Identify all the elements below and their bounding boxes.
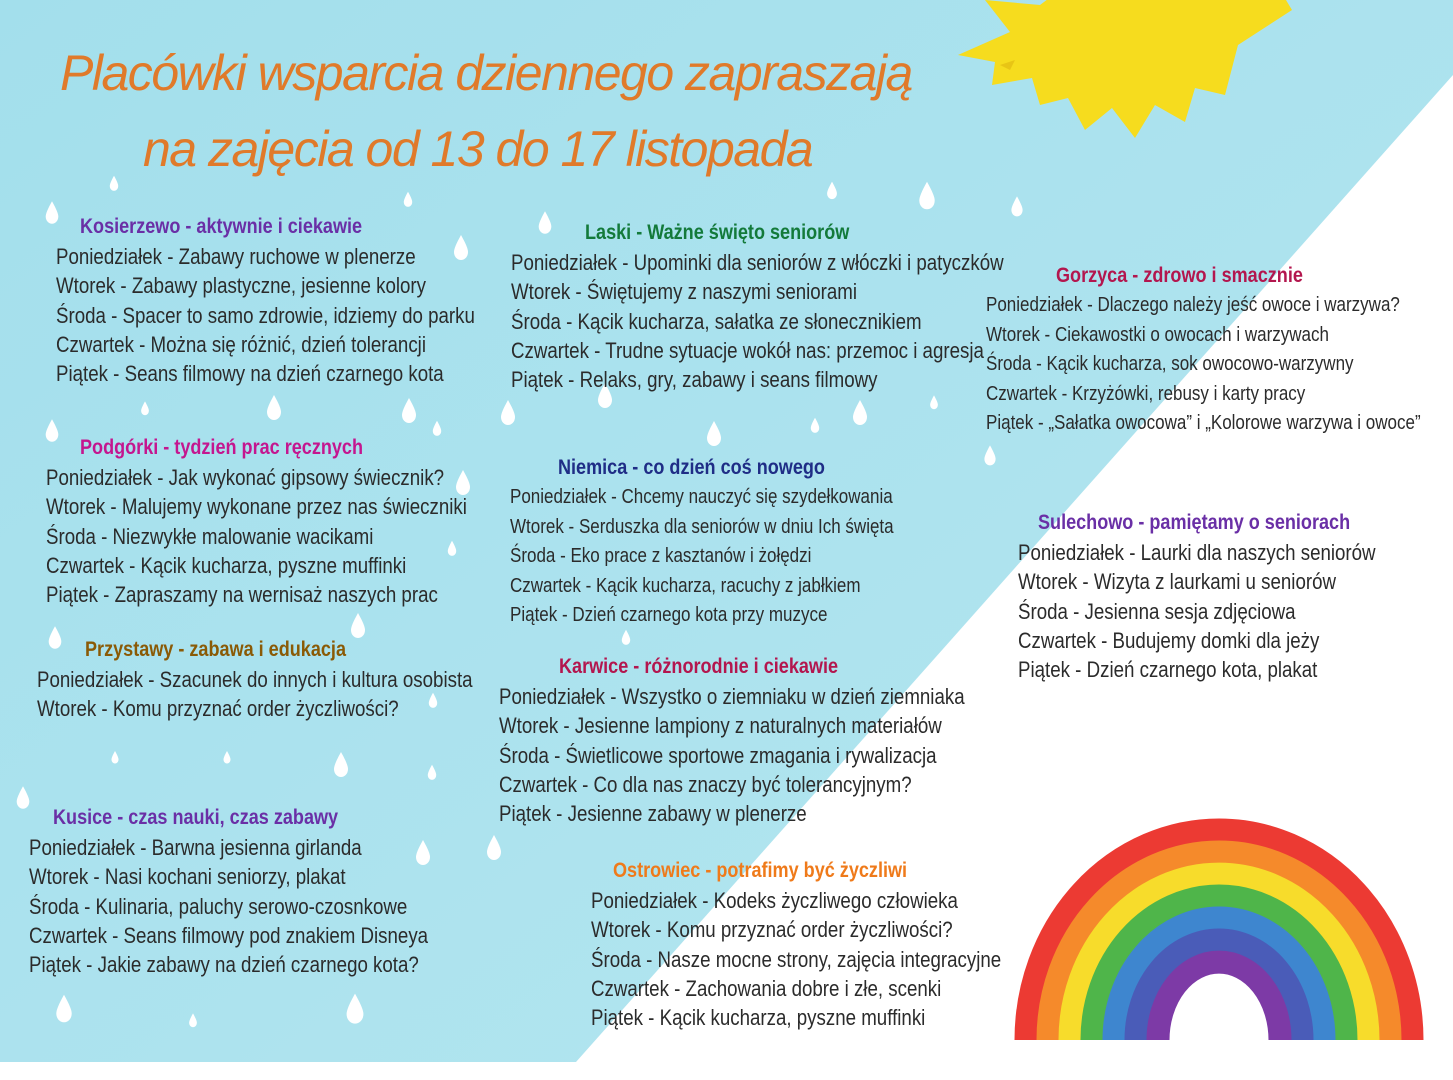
section-kosierzewo: [56, 215, 549, 388]
section-przystawy: [37, 638, 549, 724]
page-title-line1: Placówki wsparcia dziennego zapraszają: [60, 45, 912, 101]
list-item: Czwartek - Kącik kucharza, racuchy z jabłkiem: [510, 574, 861, 597]
list-item: Poniedziałek - Barwna jesienna girlanda: [29, 835, 362, 860]
section-heading: Ostrowiec - potrafimy być życzliwi: [613, 859, 908, 882]
section-heading: Karwice - różnorodnie i ciekawie: [559, 655, 839, 678]
list-item: Piątek - Jakie zabawy na dzień czarnego kota?: [29, 952, 419, 978]
list-item: Wtorek - Komu przyznać order życzliwości?: [591, 917, 953, 943]
list-item: Środa - Jesienna sesja zdjęciowa: [1018, 598, 1296, 624]
section-heading: Niemica - co dzień coś nowego: [558, 456, 825, 479]
list-item: Środa - Kulinaria, paluchy serowo-czosnkowe: [29, 893, 408, 919]
list-item: Poniedziałek - Wszystko o ziemniaku w dzień ziemniaka: [499, 684, 965, 709]
list-item: Piątek - Kącik kucharza, pyszne muffinki: [591, 1005, 926, 1031]
list-item: Wtorek - Świętujemy z naszymi seniorami: [511, 279, 858, 305]
section-niemica: [510, 456, 961, 631]
section-heading: Sulechowo - pamiętamy o seniorach: [1038, 511, 1351, 534]
list-item: Czwartek - Zachowania dobre i złe, scenki: [591, 975, 942, 1001]
list-item: Czwartek - Krzyżówki, rebusy i karty pracy: [986, 382, 1306, 405]
list-item: Czwartek - Co dla nas znaczy być tolerancyjnym?: [499, 771, 912, 797]
list-item: Środa - Niezwykłe malowanie wacikami: [46, 523, 374, 549]
list-item: Czwartek - Seans filmowy pod znakiem Disneya: [29, 922, 429, 948]
section-heading: Laski - Ważne święto seniorów: [585, 221, 850, 244]
list-item: Czwartek - Trudne sytuacje wokół nas: przemoc i agresja: [511, 337, 984, 363]
list-item: Wtorek - Wizyta z laurkami u seniorów: [1018, 569, 1336, 595]
list-item: Piątek - Dzień czarnego kota, plakat: [1018, 657, 1318, 683]
list-item: Poniedziałek - Zabawy ruchowe w plenerze: [56, 244, 416, 269]
section-sulechowo: [1018, 511, 1439, 684]
section-heading: Kusice - czas nauki, czas zabawy: [53, 806, 339, 829]
section-heading: Podgórki - tydzień prac ręcznych: [80, 436, 364, 459]
list-item: Wtorek - Zabawy plastyczne, jesienne kolory: [56, 273, 427, 299]
section-heading: Kosierzewo - aktywnie i ciekawie: [80, 215, 363, 238]
list-item: Piątek - Dzień czarnego kota przy muzyce: [510, 604, 828, 626]
section-kusice: [29, 806, 499, 979]
list-item: Środa - Spacer to samo zdrowie, idziemy do parku: [56, 302, 475, 328]
section-karwice: [499, 655, 1047, 828]
list-item: Czwartek - Budujemy domki dla jeży: [1018, 627, 1320, 653]
list-item: Piątek - „Sałatka owocowa” i „Kolorowe warzywa i owoce”: [986, 412, 1421, 434]
list-item: Wtorek - Serduszka dla seniorów w dniu Ich święta: [510, 515, 894, 538]
page-title-line2: na zajęcia od 13 do 17 listopada: [143, 121, 813, 177]
section-ostrowiec: [591, 859, 1074, 1032]
list-item: Wtorek - Malujemy wykonane przez nas świeczniki: [46, 494, 467, 520]
list-item: Środa - Świetlicowe sportowe zmagania i rywalizacja: [499, 742, 937, 768]
section-podgorki: [46, 436, 541, 609]
list-item: Czwartek - Kącik kucharza, pyszne muffinki: [46, 552, 407, 578]
list-item: Poniedziałek - Upominki dla seniorów z włóczki i patyczków: [511, 250, 1004, 275]
list-item: Środa - Kącik kucharza, sałatka ze słonecznikiem: [511, 308, 922, 334]
rainbow-illustration: [1026, 830, 1412, 1040]
list-item: Poniedziałek - Szacunek do innych i kultura osobista: [37, 667, 473, 692]
list-item: Środa - Eko prace z kasztanów i żołędzi: [510, 545, 812, 567]
section-heading: Przystawy - zabawa i edukacja: [85, 638, 346, 661]
list-item: Wtorek - Jesienne lampiony z naturalnych materiałów: [499, 713, 942, 739]
list-item: Piątek - Relaks, gry, zabawy i seans filmowy: [511, 367, 878, 393]
list-item: Wtorek - Komu przyznać order życzliwości?: [37, 696, 399, 722]
list-item: Piątek - Seans filmowy na dzień czarnego kota: [56, 361, 444, 387]
list-item: Wtorek - Nasi kochani seniorzy, plakat: [29, 864, 346, 890]
list-item: Poniedziałek - Chcemy nauczyć się szydełkowania: [510, 486, 893, 508]
list-item: Poniedziałek - Laurki dla naszych seniorów: [1018, 540, 1376, 565]
list-item: Środa - Kącik kucharza, sok owocowo-warzywny: [986, 353, 1354, 375]
list-item: Poniedziałek - Dlaczego należy jeść owoce i warzywa?: [986, 294, 1400, 316]
list-item: Piątek - Zapraszamy na wernisaż naszych prac: [46, 582, 438, 608]
section-gorzyca: [986, 264, 1453, 439]
list-item: Wtorek - Ciekawostki o owocach i warzywach: [986, 323, 1329, 346]
section-heading: Gorzyca - zdrowo i smacznie: [1056, 264, 1303, 287]
list-item: Czwartek - Można się różnić, dzień tolerancji: [56, 331, 426, 357]
list-item: Poniedziałek - Kodeks życzliwego człowieka: [591, 888, 958, 913]
list-item: Środa - Nasze mocne strony, zajęcia integracyjne: [591, 946, 1002, 972]
list-item: Piątek - Jesienne zabawy w plenerze: [499, 801, 807, 827]
list-item: Poniedziałek - Jak wykonać gipsowy świecznik?: [46, 465, 445, 490]
